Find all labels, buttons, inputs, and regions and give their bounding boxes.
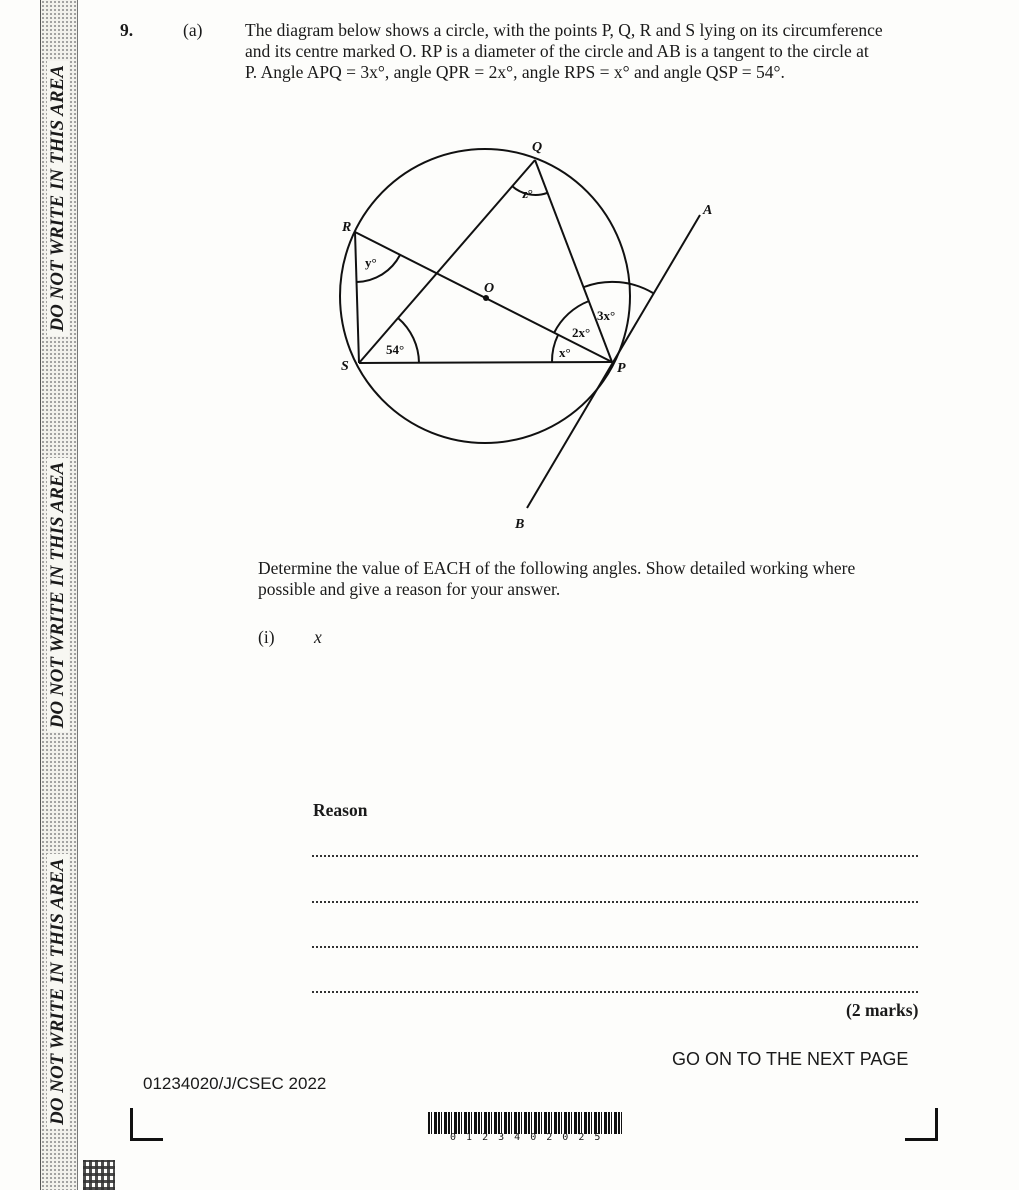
- label-o: O: [484, 281, 495, 296]
- answer-line[interactable]: [312, 991, 918, 993]
- intro-line: P. Angle APQ = 3x°, angle QPR = 2x°, angle RPS = x° and angle QSP = 54°.: [245, 62, 785, 82]
- angle-arc-y: [357, 255, 400, 282]
- angle-label-3x: 3x°: [597, 308, 616, 323]
- answer-line[interactable]: [312, 946, 918, 948]
- instructions: [258, 558, 928, 600]
- barcode: [428, 1112, 622, 1134]
- label-r: R: [342, 220, 352, 235]
- instruction-line: Determine the value of EACH of the following angles. Show detailed working where: [258, 558, 856, 578]
- next-page-notice: GO ON TO THE NEXT PAGE: [672, 1049, 909, 1069]
- chord-rs: [355, 232, 359, 363]
- angle-arc-x: [552, 335, 558, 362]
- question-number: 9.: [120, 20, 134, 40]
- label-p: P: [617, 361, 626, 376]
- question-part: (a): [183, 20, 203, 40]
- crop-mark-left: [130, 1108, 163, 1141]
- crop-mark-right: [905, 1108, 938, 1141]
- angle-label-x: x°: [559, 345, 571, 360]
- margin-warning-text: DO NOT WRITE IN THIS AREA: [47, 854, 69, 1129]
- answer-line[interactable]: [312, 901, 918, 903]
- answer-line[interactable]: [312, 855, 918, 857]
- angle-label-y: y°: [365, 255, 377, 270]
- label-q: Q: [532, 140, 543, 155]
- marks: (2 marks): [846, 1000, 919, 1020]
- angle-label-z: z°: [522, 186, 533, 201]
- margin-warning-text: DO NOT WRITE IN THIS AREA: [47, 61, 69, 336]
- intro-line: The diagram below shows a circle, with the points P, Q, R and S lying on its circumference: [245, 20, 883, 40]
- margin-warning-text: DO NOT WRITE IN THIS AREA: [47, 458, 69, 733]
- label-s: S: [341, 359, 349, 374]
- subpart-variable: x: [314, 627, 322, 647]
- angle-arc-3x: [584, 282, 653, 293]
- chord-sp: [359, 362, 612, 363]
- label-b: B: [515, 517, 525, 532]
- reason-label: Reason: [313, 800, 368, 820]
- intro-line: and its centre marked O. RP is a diameter of the circle and AB is a tangent to the circle at: [245, 41, 869, 61]
- instruction-line: possible and give a reason for your answer.: [258, 579, 561, 599]
- angle-label-2x: 2x°: [572, 325, 591, 340]
- barcode-digits: 0 1 2 3 4 0 2 0 2 5: [450, 1132, 603, 1143]
- angle-label-54: 54°: [386, 342, 405, 357]
- label-a: A: [703, 203, 713, 218]
- paper-code: 01234020/J/CSEC 2022: [143, 1074, 327, 1093]
- subpart-label: (i): [258, 627, 275, 647]
